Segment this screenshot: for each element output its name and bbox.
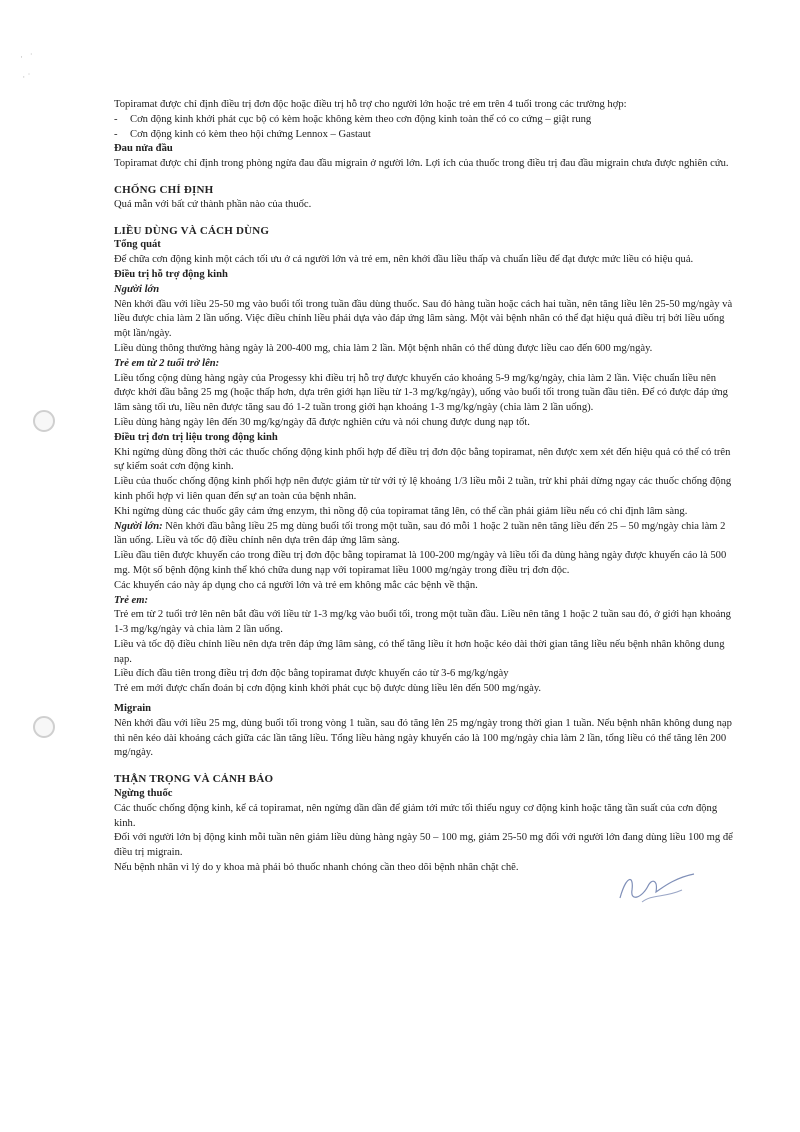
monotherapy-paragraph: Liều của thuốc chống động kinh phối hợp nên được giảm từ từ với tỷ lệ khoảng 1/3 liều mỗi 2 tuần, trừ khi phải dừng ngay các thuốc chống động kinh phối hợp vì liên quan đến sự an toàn của bệnh nhân. — [114, 476, 732, 502]
children-heading: Trẻ em từ 2 tuổi trở lên: — [114, 357, 220, 369]
adjunct-heading: Điều trị hỗ trợ động kinh — [114, 268, 228, 280]
punch-hole-upper — [33, 410, 55, 432]
migraine-dosage-paragraph: Nên khởi đầu với liều 25 mg, dùng buổi tối trong vòng 1 tuần, sau đó tăng lên 25 mg/ngày trong thời gian 1 tuần. Nếu bệnh nhân không dung nạp thì nên kéo dài khoảng cách giữa các lần tăng liều. Tổng liều hàng ngày khuyến cáo là 100 mg/ngày chia làm 2 lần, tổng liều có thể tăng lên 200 mg/ngày. — [114, 717, 732, 759]
warnings-heading: THẬN TRỌNG VÀ CẢNH BÁO — [114, 773, 274, 786]
general-heading: Tổng quát — [114, 239, 161, 251]
monotherapy-heading: Điều trị đơn trị liệu trong động kinh — [114, 431, 278, 443]
monotherapy-paragraph: Liều đầu tiên được khuyến cáo trong điều trị đơn độc bằng topiramat là 100-200 mg/ngày và liều tối đa dùng hàng ngày được khuyến cáo là 500 mg. Một số bệnh động kinh thể khó chữa dung nạp với topiramat liều 1000 mg/ngày trong điều trị đơn độc. — [114, 550, 727, 576]
children-paragraph: Liều dùng hàng ngày lên đến 30 mg/kg/ngày đã được nghiên cứu và nói chung được dung nạp tốt. — [114, 416, 530, 428]
stop-drug-heading: Ngừng thuốc — [114, 788, 173, 800]
indication-intro: Topiramat được chỉ định điều trị đơn độc hoặc điều trị hỗ trợ cho người lớn hoặc trẻ em trên 4 tuổi trong các trường hợp: — [114, 99, 627, 110]
monotherapy-paragraph: Khi ngừng dùng các thuốc gây cảm ứng enzym, thì nồng độ của topiramat tăng lên, có thể cần phải giảm liều nếu có chỉ định lâm sàng. — [114, 505, 688, 517]
monotherapy-adults-label: Người lớn: — [114, 520, 163, 532]
monotherapy-paragraph: Khi ngừng dùng đồng thời các thuốc chống động kinh phối hợp để điều trị đơn độc bằng topiramat, nên được xem xét đến hiệu quả có thể có trên sự kiểm soát cơn động kinh. — [114, 446, 731, 473]
monotherapy-adults-text: Nên khởi đầu bằng liều 25 mg dùng buổi tối trong một tuần, sau đó mỗi 1 hoặc 2 tuần nên tăng liều đến 25 – 50 mg/ngày chia làm 2 lần uống. Liều và tốc độ điều chỉnh nên dựa trên đáp ứng lâm sàng. — [114, 520, 726, 547]
monotherapy-children-heading: Trẻ em: — [114, 594, 149, 606]
monotherapy-children-paragraph: Liều và tốc độ điều chỉnh liều nên dựa trên đáp ứng lâm sàng, có thể tăng liều ít hơn hoặc kéo dài thời gian tăng liều nếu bệnh nhân không dung nạp. — [114, 638, 725, 665]
warnings-paragraph: Đối với người lớn bị động kinh mỗi tuần nên giảm liều dùng hàng ngày 50 – 100 mg, giảm 25-50 mg đối với người lớn đang dùng liều 100 mg để điều trị migrain. — [114, 832, 733, 859]
migraine-indication-text: Topiramat được chỉ định trong phòng ngừa đau đầu migrain ở người lớn. Lợi ích của thuốc trong điều trị đau đầu migrain chưa được nghiên cứu. — [114, 158, 729, 170]
warnings-paragraph: Nếu bệnh nhân vì lý do y khoa mà phải bỏ thuốc nhanh chóng cần theo dõi bệnh nhân chặt chẽ. — [114, 862, 519, 874]
adults-paragraph: Nên khởi đầu với liều 25-50 mg vào buổi tối trong tuần đầu dùng thuốc. Sau đó hàng tuần hoặc cách hai tuần, nên tăng liều lên 25-50 mg/ngày và liều được chia làm 2 lần uống. Việc điều chỉnh liều phải dựa vào đáp ứng lâm sàng. Một vài bệnh nhân có thể đạt hiệu quả điều trị bởi liều uống một lần/ngày. — [114, 298, 733, 340]
adults-heading: Người lớn — [114, 283, 160, 295]
general-text: Để chữa cơn động kinh một cách tối ưu ở cả người lớn và trẻ em, nên khởi đầu liều thấp và chuẩn liều để đạt được mức liều có hiệu quả. — [114, 254, 694, 266]
migraine-indication-heading: Đau nửa đầu — [114, 143, 173, 155]
indication-bullet: - Cơn động kinh có kèm theo hội chứng Lennox – Gastaut — [114, 128, 734, 143]
contraindication-heading: CHỐNG CHỈ ĐỊNH — [114, 183, 214, 196]
monotherapy-children-paragraph: Trẻ em từ 2 tuổi trở lên nên bắt đầu với liều từ 1-3 mg/kg vào buổi tối, trong một tuần đầu. Liều nên tăng 1 hoặc 2 tuần sau đó, ở giới hạn khoảng 1-3 mg/kg/ngày và chia làm 2 lần uống. — [114, 609, 731, 636]
children-paragraph: Liều tổng cộng dùng hàng ngày của Progessy khi điều trị hỗ trợ được khuyến cáo khoảng 5-9 mg/kg/ngày, chia làm 2 lần. Việc chuẩn liều nên được khởi đầu bằng 25 mg (hoặc thấp hơn, dựa trên giới hạn liều từ 1-3 mg/kg/ngày), uống vào buổi tối trong tuần đầu tiên. Để có được đáp ứng lâm sàng tối ưu, liều nên được tăng sau đó 1-2 tuần trong giới hạn khoảng 1-3 mg/kg/ngày (chia làm 2 lần uống). — [114, 372, 728, 414]
document-body — [114, 98, 734, 876]
monotherapy-children-paragraph: Trẻ em mới được chẩn đoán bị cơn động kinh khởi phát cục bộ được dùng liều lên đến 500 mg/ngày. — [114, 683, 542, 695]
warnings-paragraph: Các thuốc chống động kinh, kể cả topiramat, nên ngừng dần dần để giảm tới mức tối thiểu nguy cơ động kinh hoặc tăng tần suất của cơn động kinh. — [114, 802, 718, 829]
dosage-heading: LIỀU DÙNG VÀ CÁCH DÙNG — [114, 224, 270, 237]
monotherapy-adults-paragraph — [114, 520, 734, 550]
monotherapy-paragraph: Các khuyến cáo này áp dụng cho cả người lớn và trẻ em không mắc các bệnh về thận. — [114, 579, 478, 591]
scan-specks: · ˙ · ˙ — [20, 52, 33, 82]
adults-paragraph: Liều dùng thông thường hàng ngày là 200-400 mg, chia làm 2 lần. Một bệnh nhân có thể dùng được liều cao đến 600 mg/ngày. — [114, 342, 653, 354]
punch-hole-lower — [33, 716, 55, 738]
indication-bullet: - Cơn động kinh khởi phát cục bộ có kèm hoặc không kèm theo cơn động kinh toàn thể có co cứng – giật rung — [114, 113, 734, 128]
monotherapy-children-paragraph: Liều đích đầu tiên trong điều trị đơn độc bằng topiramat được khuyến cáo từ 3-6 mg/kg/ngày — [114, 668, 509, 680]
contraindication-text: Quá mẫn với bất cứ thành phần nào của thuốc. — [114, 198, 312, 210]
migraine-dosage-heading: Migrain — [114, 703, 152, 715]
